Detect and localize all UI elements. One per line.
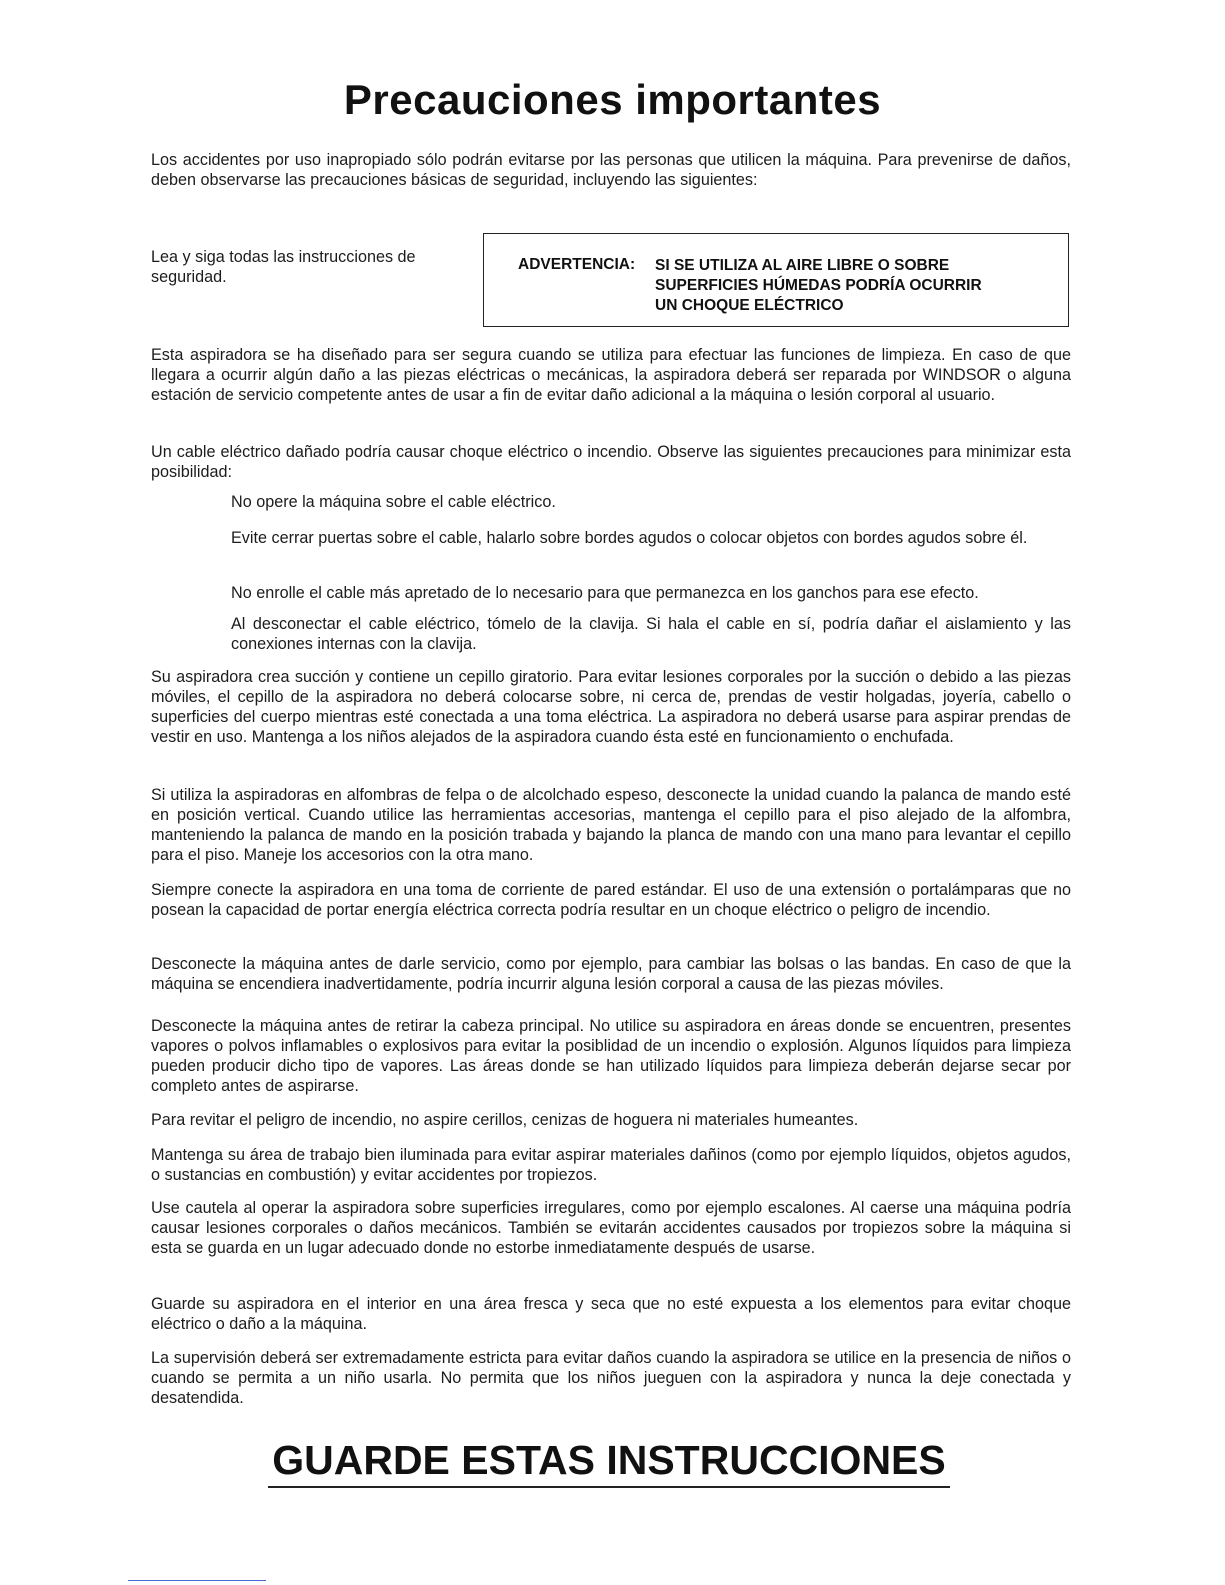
carpets-paragraph: Si utiliza la aspiradoras en alfombras de felpa o de alcolchado espeso, desconecte la unidad cuando la palanca de mando esté en posición vertical. Cuando utilice las herramientas accesorias, mantenga el cepillo para el piso alejado de la alfombra, manteniendo la palanca de mando en la posición trabada y bajando la planca de mando con una mano para levantar el cepillo para el piso. Maneje los accesorios con la otra mano. [151, 786, 1071, 864]
warning-text [655, 256, 1055, 316]
caution-paragraph: Use cautela al operar la aspiradora sobre superficies irregulares, como por ejemplo escalones. Al caerse una máquina podría causar lesiones corporales o daños mecánicos. También se evitarán accidentes causados por tropiezos sobre la máquina si esta se guarda en un lugar adecuado donde no estorbe inmediatamente después de usarse. [151, 1199, 1071, 1257]
disconnect-head-paragraph: Desconecte la máquina antes de retirar la cabeza principal. No utilice su aspiradora en áreas donde se encuentren, presentes vapores o polvos inflamables o explosivos para evitar la posiblidad de un incendio o explosión. Algunos líquidos para limpieza pueden producir dicho tipo de vapores. Las áreas donde se han utilizado líquidos para limpieza deberán dejarse secar por completo antes de aspirarse. [151, 1017, 1071, 1095]
cable-item: No enrolle el cable más apretado de lo necesario para que permanezca en los ganchos para ese efecto. [231, 584, 979, 602]
warning-line: SUPERFICIES HÚMEDAS PODRÍA OCURRIR [655, 277, 982, 294]
footer-heading: GUARDE ESTAS INSTRUCCIONES [268, 1434, 950, 1488]
lighting-paragraph: Mantenga su área de trabajo bien iluminada para evitar aspirar materiales dañinos (como por ejemplo líquidos, objetos agudos, o sustancias en combustión) y evitar accidentes por tropiezos. [151, 1146, 1071, 1184]
cable-item: No opere la máquina sobre el cable eléctrico. [231, 493, 556, 511]
storage-paragraph: Guarde su aspiradora en el interior en una área fresca y seca que no esté expuesta a los elementos para evitar choque eléctrico o daño a la máquina. [151, 1295, 1071, 1333]
intro-paragraph: Los accidentes por uso inapropiado sólo podrán evitarse por las personas que utilicen la máquina. Para prevenirse de daños, deben observarse las precauciones básicas de seguridad, incluyendo las siguientes: [151, 151, 1071, 189]
suction-paragraph: Su aspiradora crea succión y contiene un cepillo giratorio. Para evitar lesiones corporales por la succión o debido a las piezas móviles, el cepillo de la aspiradora no deberá colocarse sobre, ni cerca de, prendas de vestir holgadas, joyería, cabello o superficies del cuerpo mientras esté conectada a una toma eléctrica. La aspiradora no deberá usarse para aspirar prendas de vestir en uso. Mantenga a los niños alejados de la aspiradora cuando ésta esté en funcionamiento o enchufada. [151, 668, 1071, 746]
design-paragraph: Esta aspiradora se ha diseñado para ser segura cuando se utiliza para efectuar las funciones de limpieza. En caso de que llegara a ocurrir algún daño a las piezas eléctricas o mecánicas, la aspiradora deberá ser reparada por WINDSOR o alguna estación de servicio competente antes de usar a fin de evitar daño adicional a la máquina o lesión corporal al usuario. [151, 346, 1071, 404]
warning-label: ADVERTENCIA: [518, 256, 636, 273]
bottom-rule [128, 1580, 266, 1581]
cable-item: Evite cerrar puertas sobre el cable, halarlo sobre bordes agudos o colocar objetos con bordes agudos sobre él. [231, 529, 1028, 547]
read-follow-instructions: Lea y siga todas las instrucciones de seguridad. [151, 248, 416, 286]
outlet-paragraph: Siempre conecte la aspiradora en una toma de corriente de pared estándar. El uso de una extensión o portalámparas que no posean la capacidad de portar energía eléctrica correcta podría resultar en un choque eléctrico o peligro de incendio. [151, 881, 1071, 919]
cable-paragraph: Un cable eléctrico dañado podría causar choque eléctrico o incendio. Observe las siguientes precauciones para minimizar esta posibilidad: [151, 443, 1071, 481]
cable-item: Al desconectar el cable eléctrico, tómelo de la clavija. Si hala el cable en sí, podría dañar el aislamiento y las conexiones internas con la clavija. [231, 615, 1071, 653]
children-paragraph: La supervisión deberá ser extremadamente estricta para evitar daños cuando la aspiradora se utilice en la presencia de niños o cuando se permita a un niño usarla. No permita que los niños jueguen con la aspiradora y nunca la deje conectada y desatendida. [151, 1349, 1071, 1407]
warning-line: UN CHOQUE ELÉCTRICO [655, 297, 844, 314]
fire-paragraph: Para revitar el peligro de incendio, no aspire cerillos, cenizas de hoguera ni materiales humeantes. [151, 1111, 859, 1129]
warning-line: SI SE UTILIZA AL AIRE LIBRE O SOBRE [655, 257, 950, 274]
disconnect-paragraph: Desconecte la máquina antes de darle servicio, como por ejemplo, para cambiar las bolsas o las bandas. En caso de que la máquina se encendiera inadvertidamente, podría incurrir alguna lesión corporal a causa de las piezas móviles. [151, 955, 1071, 993]
page-title: Precauciones importantes [343, 76, 882, 123]
